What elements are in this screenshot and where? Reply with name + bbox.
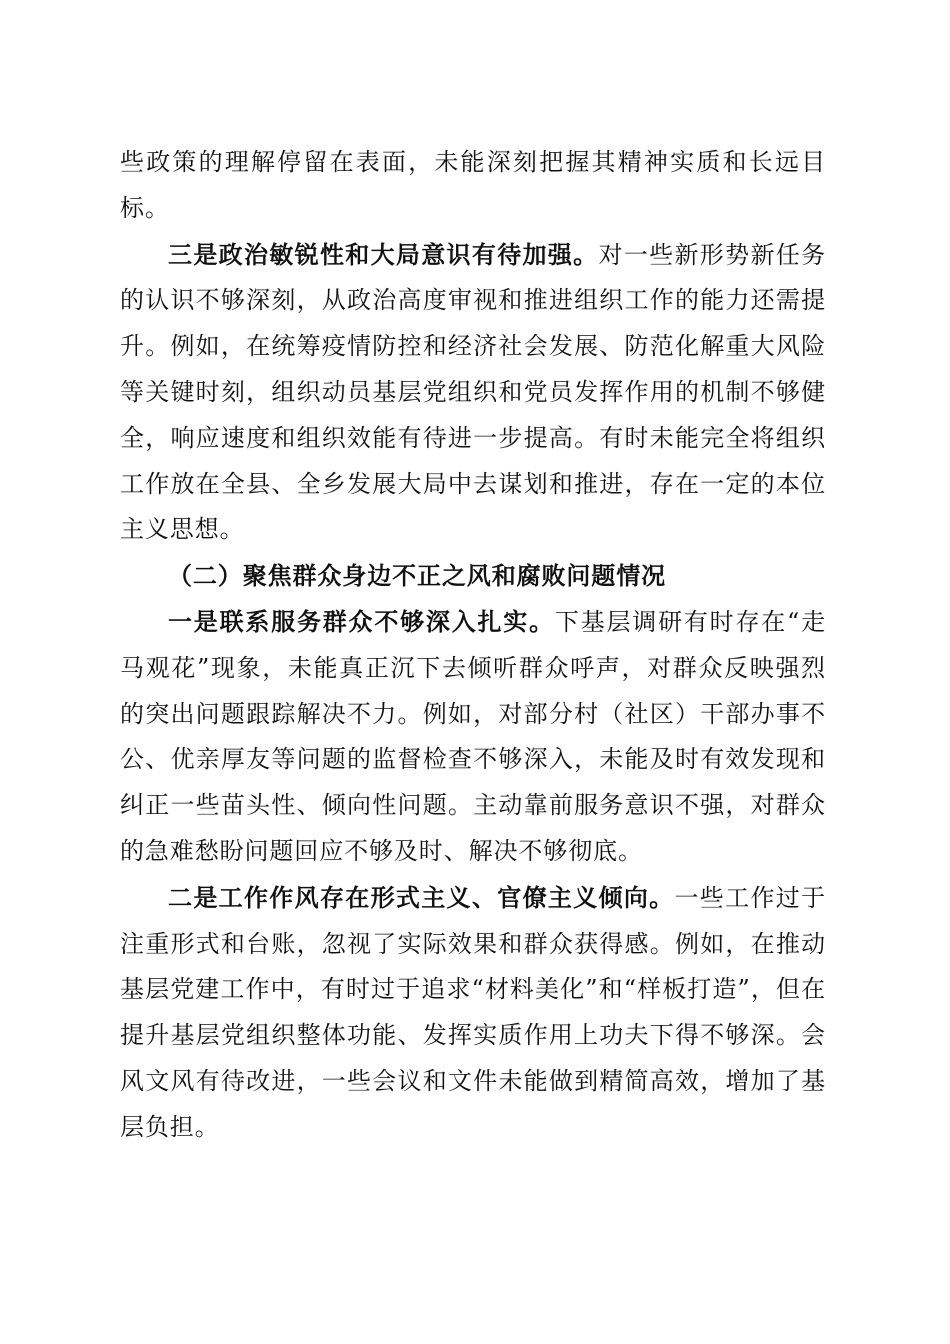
paragraph-lead: 一是联系服务群众不够深入扎实。 (168, 606, 555, 636)
paragraph-body: 些政策的理解停留在表面，未能深刻把握其精神实质和长远目标。 (120, 148, 826, 222)
paragraph-lead: 二是工作作风存在形式主义、官僚主义倾向。 (168, 882, 675, 912)
paragraph-body: 一些工作过于注重形式和台账，忽视了实际效果和群众获得感。例如，在推动基层党建工作中，有时过于追求“材料美化”和“样板打造”，但在提升基层党组织整体功能、发挥实质作用上功夫下得不够深。会风文风有待改进，一些会议和文件未能做到精简高效，增加了基层负担。 (120, 883, 827, 1141)
document-body (120, 140, 826, 1151)
paragraph-continuation (120, 140, 826, 232)
section-heading: （二）聚焦群众身边不正之风和腐败问题情况 (168, 561, 666, 591)
paragraph-political-sensitivity (120, 232, 826, 554)
paragraph-serving-masses (120, 599, 826, 875)
paragraph-work-style (120, 875, 826, 1151)
paragraph-lead: 三是政治敏锐性和大局意识有待加强。 (168, 239, 599, 269)
paragraph-body: 对一些新形势新任务的认识不够深刻，从政治高度审视和推进组织工作的能力还需提升。例如，在统筹疫情防控和经济社会发展、防范化解重大风险等关键时刻，组织动员基层党组织和党员发挥作用的机制不够健全，响应速度和组织效能有待进一步提高。有时未能完全将组织工作放在全县、全乡发展大局中去谋划和推进，存在一定的本位主义思想。 (120, 240, 826, 544)
paragraph-body: 下基层调研有时存在“走马观花”现象，未能真正沉下去倾听群众呼声，对群众反映强烈的突出问题跟踪解决不力。例如，对部分村（社区）干部办事不公、优亲厚友等问题的监督检查不够深入，未能及时有效发现和纠正一些苗头性、倾向性问题。主动靠前服务意识不强，对群众的急难愁盼问题回应不够及时、解决不够彻底。 (120, 607, 827, 865)
